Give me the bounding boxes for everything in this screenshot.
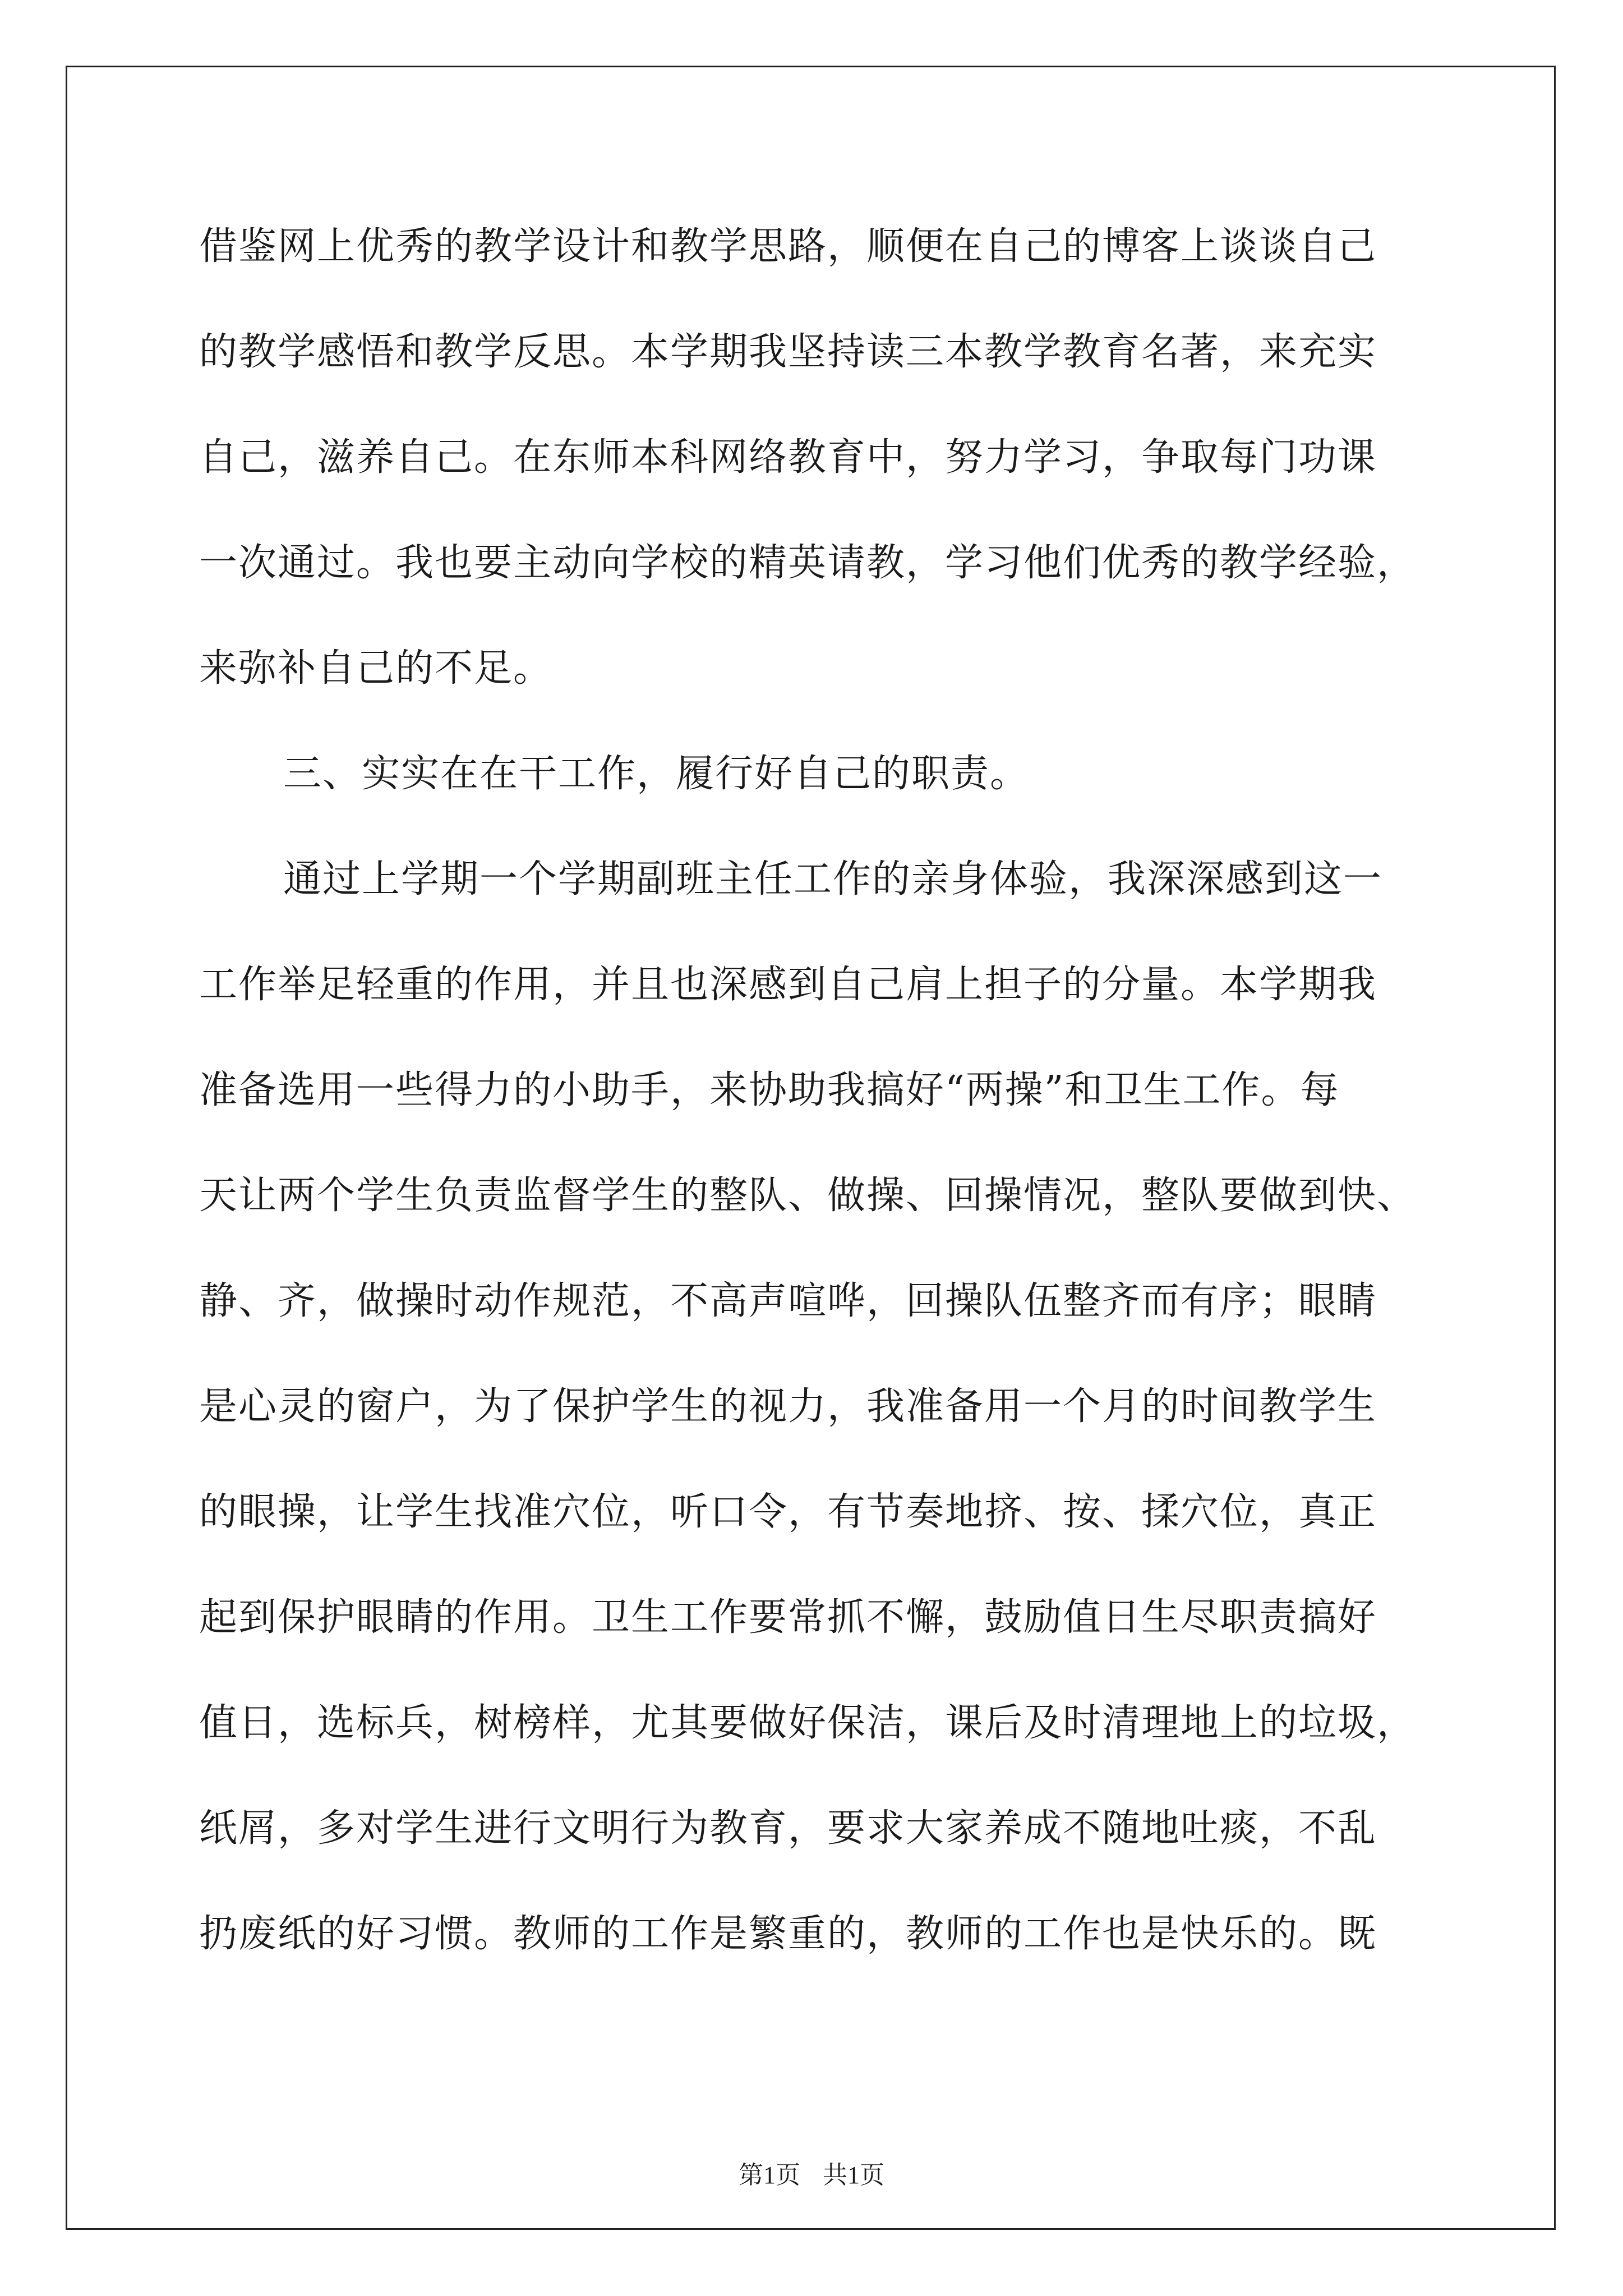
text-line: 一次通过。我也要主动向学校的精英请教，学习他们优秀的教学经验， [199, 541, 1417, 585]
document-body [199, 216, 1433, 2009]
text-line: 工作举足轻重的作用，并且也深感到自己肩上担子的分量。本学期我 [199, 963, 1377, 1007]
text-line: 值日，选标兵，树榜样，尤其要做好保洁，课后及时清理地上的垃圾， [199, 1701, 1417, 1745]
text-line: 天让两个学生负责监督学生的整队、做操、回操情况，整队要做到快、 [199, 1174, 1417, 1218]
text-line: 纸屑，多对学生进行文明行为教育，要求大家养成不随地吐痰，不乱 [199, 1806, 1377, 1851]
text-line: 通过上学期一个学期副班主任工作的亲身体验，我深深感到这一 [283, 857, 1383, 901]
text-line: 扔废纸的好习惯。教师的工作是繁重的，教师的工作也是快乐的。既 [199, 1912, 1377, 1956]
text-line: 的眼操，让学生找准穴位，听口令，有节奏地挤、按、揉穴位，真正 [199, 1490, 1377, 1534]
text-line: 准备选用一些得力的小助手，来协助我搞好“两操”和卫生工作。每 [199, 1068, 1340, 1112]
text-line: 的教学感悟和教学反思。本学期我坚持读三本教学教育名著，来充实 [199, 330, 1377, 374]
text-line: 来弥补自己的不足。 [199, 646, 553, 691]
text-line: 借鉴网上优秀的教学设计和教学思路，顺便在自己的博客上谈谈自己 [199, 224, 1377, 269]
text-line: 三、实实在在干工作，履行好自己的职责。 [283, 752, 1030, 796]
text-line: 静、齐，做操时动作规范，不高声喧哗，回操队伍整齐而有序；眼睛 [199, 1279, 1377, 1323]
page-total: 共1页 [823, 2161, 884, 2189]
page-number: 第1页 [739, 2161, 800, 2189]
text-line: 自己，滋养自己。在东师本科网络教育中，努力学习，争取每门功课 [199, 435, 1377, 480]
page-footer [0, 2159, 1623, 2192]
text-line: 是心灵的窗户，为了保护学生的视力，我准备用一个月的时间教学生 [199, 1384, 1377, 1429]
text-line: 起到保护眼睛的作用。卫生工作要常抓不懈，鼓励值日生尽职责搞好 [199, 1595, 1377, 1640]
